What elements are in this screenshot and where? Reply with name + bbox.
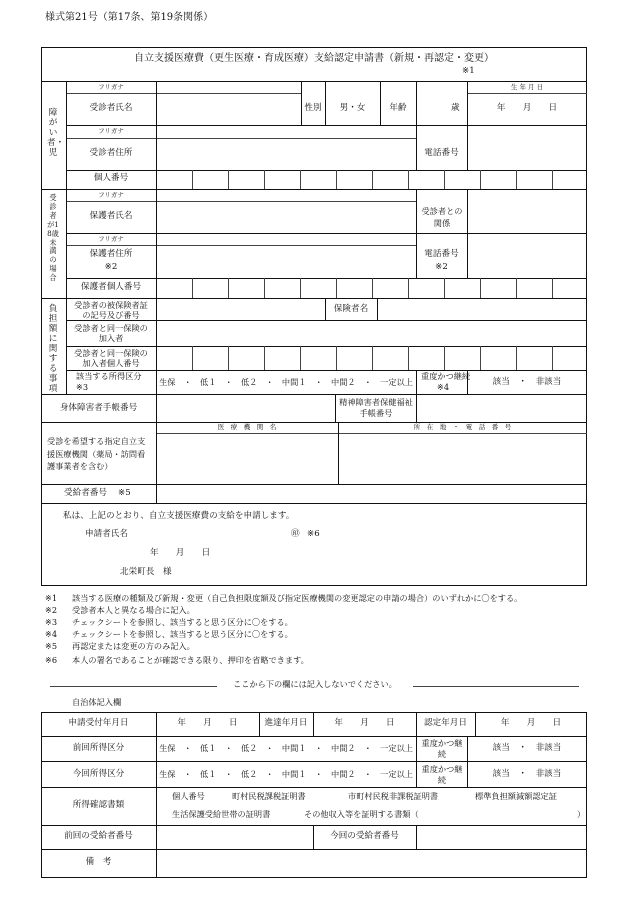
note-text: 受診者本人と異なる場合に記入。 [72,605,195,615]
disability-book-input[interactable] [158,396,333,420]
guardian-name-furigana-label: フリガナ [98,191,124,199]
forwarded-date-format: 年 月 日 [334,718,395,728]
institution-address-input[interactable] [340,436,585,482]
guardian-address-furigana-label: フリガナ [98,235,124,243]
received-date-label: 申請受付年月日 [68,718,129,728]
guardian-address-label: 保護者住所 [89,249,133,259]
seal-note: ※6 [307,529,320,539]
prev-severe-label: 重度かつ継続 [421,738,463,759]
note-mark: ※6 [45,655,58,665]
note-mark: ※4 [45,629,58,639]
income-class-options[interactable]: 生保 ・ 低１ ・ 低２ ・ 中間１ ・ 中間２ ・ 一定以上 [159,377,413,387]
patient-address-furigana-label: フリガナ [98,127,124,135]
age-unit: 歳 [451,103,460,113]
same-insurance-mynumber-label: 受診者と同一保険の加入者個人番号 [74,348,148,368]
note-mark: ※3 [45,617,58,627]
approved-date-label: 認定年月日 [424,718,467,728]
title-note: ※1 [462,66,475,76]
declaration-text: 私は、上記のとおり、自立支援医療費の支給を申請します。 [63,511,295,521]
severe-options[interactable]: 該当 ・ 非該当 [492,377,562,387]
patient-phone-label: 電話番号 [424,148,459,158]
curr-severe-options[interactable]: 該当 ・ 非該当 [492,769,562,779]
note-mark: ※2 [45,605,58,615]
recipient-number-label: 受給者番号 [64,488,107,498]
curr-severe-label: 重度かつ継続 [421,764,463,785]
institution-name-input[interactable] [158,436,336,482]
mental-book-input[interactable] [418,396,585,420]
applicant-label: 申請者氏名 [85,529,128,539]
patient-name-furigana-label: フリガナ [98,83,124,91]
note-text: 該当する医療の種類及び新規・変更（自己負担限度額及び指定医療機関の変更認定の申請の場合）のいずれかに〇をする。 [72,593,523,603]
guardian-mynumber-label: 保護者個人番号 [80,282,142,292]
note-text: チェックシートを参照し、該当すると思う区分に〇をする。 [72,617,293,627]
divider-text: ここから下の欄には記入しないでください。 [233,679,397,689]
relation-input[interactable] [469,192,585,231]
note-text: 再認定または変更の方のみ記入。 [72,641,195,651]
divider-line-left [50,686,217,687]
doc-option[interactable]: 町村民税課税証明書 [232,791,306,801]
guardian-phone-input[interactable] [469,236,585,276]
same-insurance-label: 受診者と同一保険の加入者 [74,323,148,343]
institution-label: 受診を希望する指定自立支援医療機関（薬局・訪問看護事業者を含む） [47,436,146,471]
institution-name-header: 医 療 機 関 名 [217,423,277,431]
dob-format: 年 月 日 [496,103,558,113]
guardian-section-label: 受診者が18歳未満の場合 [47,193,59,283]
sex-label: 性別 [304,103,322,113]
prev-class-options[interactable]: 生保 ・ 低１ ・ 低２ ・ 中間１ ・ 中間２ ・ 一定以上 [159,743,413,753]
application-date: 年 月 日 [150,548,211,558]
mayor-addressee: 北栄町長 様 [120,567,172,577]
remarks-label: 備 考 [85,857,112,867]
seal-mark: ㊞ [291,529,300,539]
patient-name-label: 受診者氏名 [89,103,133,113]
relation-label: 受診者との関係 [421,206,463,228]
doc-option[interactable]: 市町村民税非課税証明書 [348,791,439,801]
patient-address-label: 受診者住所 [89,148,133,158]
disability-book-label: 身体障害者手帳番号 [59,403,138,413]
burden-section-label: 負担額に関する事項 [48,304,58,394]
curr-number-label: 今回の受給者番号 [330,831,399,841]
forwarded-date-label: 進達年月日 [264,718,308,728]
income-class-label: 該当する所得区分 [76,371,142,381]
form-title: 自立支援医療費（更生医療・育成医療）支給認定申請書（新規・再認定・変更） [134,53,494,64]
institution-address-header: 所 在 地 ・ 電 話 番 号 [413,423,512,431]
prev-class-label: 前回所得区分 [72,743,125,753]
doc-option-close: ） [577,809,586,819]
severe-label: 重度かつ継続 [421,371,471,381]
patient-address-input[interactable] [158,140,413,168]
prev-number-label: 前回の受給者番号 [64,831,133,841]
guardian-phone-note: ※2 [435,262,448,272]
insurer-input[interactable] [379,300,585,318]
guardian-name-input[interactable] [158,203,413,231]
patient-mynumber-label: 個人番号 [93,173,129,183]
curr-class-label: 今回所得区分 [72,769,125,779]
sex-options[interactable]: 男・女 [339,103,366,113]
office-caption: 自治体記入欄 [72,697,122,707]
doc-option[interactable]: 標準負担額減額認定証 [475,791,557,801]
patient-section-label: 障がい者・児 [47,108,65,158]
note-mark: ※1 [45,593,58,603]
guardian-address-input[interactable] [158,247,413,276]
same-insurance-input[interactable] [158,322,585,344]
insurance-number-input[interactable] [158,300,322,318]
form-number: 様式第21号（第17条、第19条関係） [45,12,214,23]
dob-label: 生 年 月 日 [510,83,544,91]
severe-note: ※4 [437,382,450,392]
guardian-name-label: 保護者氏名 [89,211,133,221]
insurance-number-label: 受診者の被保険者証の記号及び番号 [74,300,148,320]
guardian-phone-label: 電話番号 [424,249,459,259]
note-mark: ※5 [45,641,58,651]
patient-name-input[interactable] [158,96,298,123]
age-label: 年齢 [389,103,407,113]
divider-line-right [413,686,579,687]
doc-option[interactable]: 個人番号 [172,791,205,801]
income-class-note: ※3 [76,382,89,392]
applicant-name-input[interactable] [140,527,285,541]
recipient-number-note: ※5 [118,488,131,498]
received-date-format: 年 月 日 [177,718,238,728]
note-text: チェックシートを参照し、該当すると思う区分に〇をする。 [72,629,293,639]
approved-date-format: 年 月 日 [500,718,562,728]
prev-severe-options[interactable]: 該当 ・ 非該当 [492,743,562,753]
mental-book-label: 精神障害者保健福祉手帳番号 [339,397,413,418]
insurer-label: 保険者名 [333,304,369,314]
recipient-number-input[interactable] [158,486,585,501]
doc-option[interactable]: その他収入等を証明する書類（ [304,809,419,819]
note-text: 本人の署名であることが確認できる限り、押印を省略できます。 [72,655,309,665]
patient-phone-input[interactable] [469,128,585,168]
doc-option[interactable]: 生活保護受給世帯の証明書 [172,809,271,819]
doc-type-label: 所得確認書類 [72,800,125,810]
curr-class-options[interactable]: 生保 ・ 低１ ・ 低２ ・ 中間１ ・ 中間２ ・ 一定以上 [159,769,413,779]
guardian-address-note: ※2 [104,262,118,272]
